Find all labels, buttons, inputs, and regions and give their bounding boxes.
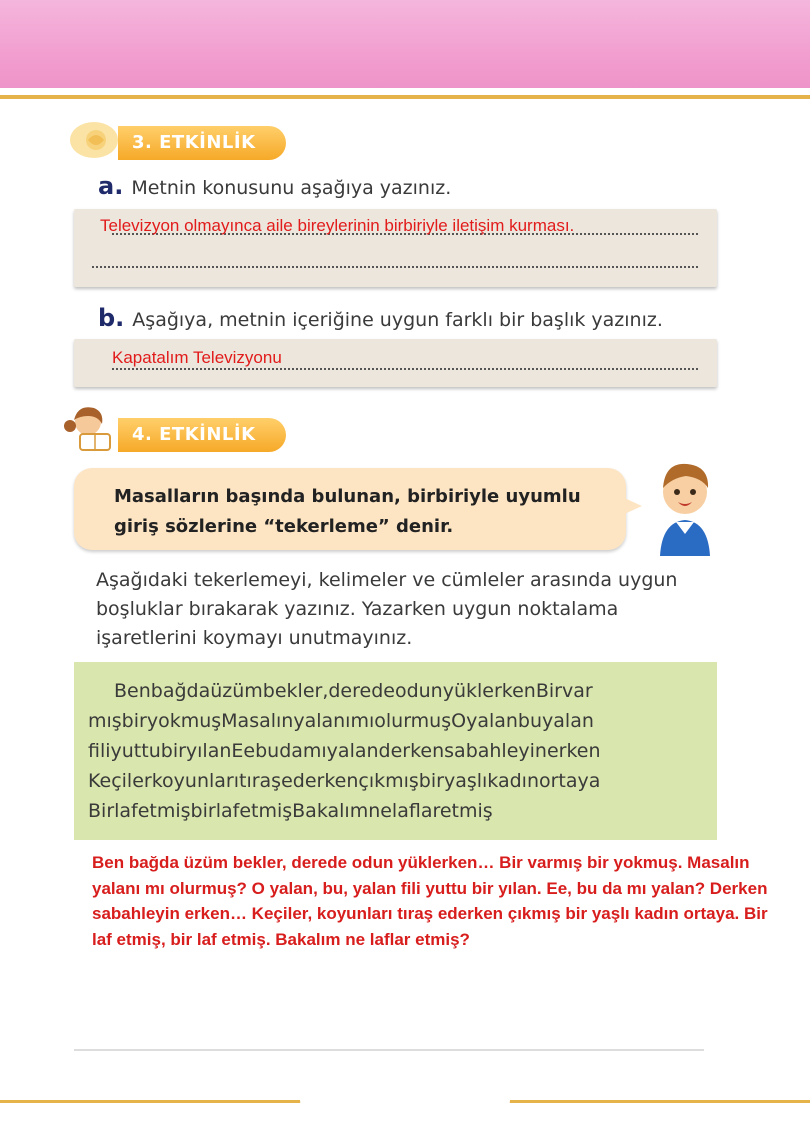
tekerleme-answer: Ben bağda üzüm bekler, derede odun yüklerken… Bir varmış bir yokmuş. Masalın yalanı mı olurmuş? O yalan, bu, yalan fili yuttu bir yılan. Ee, bu da mı yalan? Derken sabahleyin erken… Keçiler, koyunları tıraş ederken çıkmış bir yaşlı kadın ortaya. Bir laf etmiş, bir laf etmiş. Bakalım ne laflar etmiş? — [92, 853, 768, 949]
bubble-text: Masalların başında bulunan, birbiriyle uyumlu giriş sözlerine “tekerleme” denir. — [114, 486, 581, 537]
rose-icon — [66, 118, 126, 162]
bottom-divider — [74, 1049, 704, 1051]
activity3-badge: 3. ETKİNLİK — [118, 126, 286, 160]
question-b-text: Aşağıya, metnin içeriğine uygun farklı bir başlık yazınız. — [132, 309, 663, 331]
header-band — [0, 0, 810, 88]
tekerleme-line: filiyuttubiryılanEebudamıyalanderkensabahleyinerken — [88, 740, 601, 762]
dotted-line — [112, 368, 698, 370]
girl-reading-icon — [62, 404, 122, 458]
instructions: Aşağıdaki tekerlemeyi, kelimeler ve cümleler arasında uygun boşluklar bırakarak yazınız. Yazarken uygun noktalama işaretlerini koymayı unutmayınız. — [96, 569, 678, 649]
tekerleme-line: mışbiryokmuşMasalınyalanımıolurmuşOyalanbuyalan — [88, 710, 594, 732]
question-b — [98, 304, 663, 332]
boy-icon — [650, 458, 720, 558]
question-a-letter: a. — [98, 172, 124, 200]
tekerleme-line: Keçilerkoyunlarıtıraşederkençıkmışbiryaşlıkadınortaya — [88, 770, 601, 792]
answer-a-text: Televizyon olmayınca aile bireylerinin birbiriyle iletişim kurması. — [100, 216, 575, 235]
tekerleme-text — [88, 676, 713, 826]
dotted-line — [92, 266, 698, 268]
page-footer-tab — [300, 1080, 510, 1120]
question-a-text: Metnin konusunu aşağıya yazınız. — [131, 177, 452, 199]
question-a — [98, 172, 451, 200]
question-b-letter: b. — [98, 304, 125, 332]
tekerleme-line: BirlafetmişbirlafetmişBakalımnelaflaretmiş — [88, 800, 493, 822]
speech-bubble-tail — [620, 496, 642, 516]
tekerleme-line: Benbağdaüzümbekler,deredeodunyüklerkenBirvar — [114, 680, 593, 702]
activity4-badge: 4. ETKİNLİK — [118, 418, 286, 452]
answer-b-text: Kapatalım Televizyonu — [112, 348, 282, 367]
header-divider — [0, 95, 810, 99]
